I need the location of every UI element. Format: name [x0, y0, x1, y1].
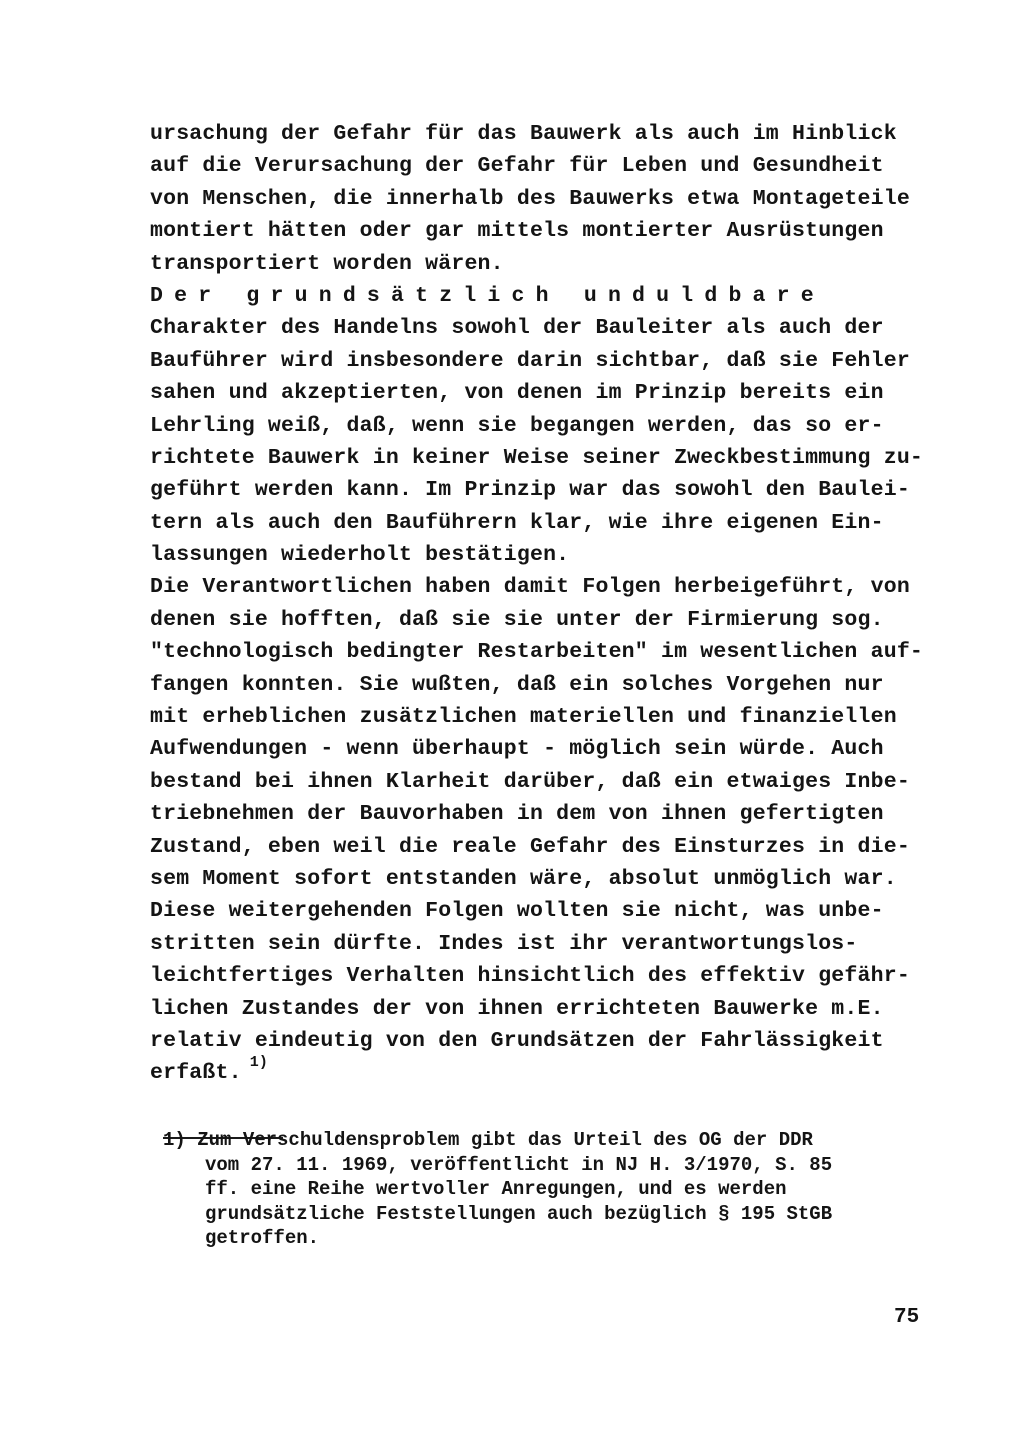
text-line: Lehrling weiß, daß, wenn sie begangen werden, das so er-	[150, 413, 884, 438]
text-line: sahen und akzeptierten, von denen im Prinzip bereits ein	[150, 381, 884, 406]
text-line: stritten sein dürfte. Indes ist ihr verantwortungslos-	[150, 931, 858, 956]
text-line: transportiert worden wären.	[150, 251, 504, 276]
footnote-line: getroffen.	[205, 1227, 320, 1249]
text-line: bestand bei ihnen Klarheit darüber, daß ein etwaiges Inbe-	[150, 769, 910, 794]
text-line: tern als auch den Bauführern klar, wie ihre eigenen Ein-	[150, 510, 884, 535]
footnote-text: Zum Verschuldensproblem gibt das Urteil des OG der DDR	[197, 1129, 813, 1151]
text-line: Diese weitergehenden Folgen wollten sie nicht, was unbe-	[150, 899, 884, 924]
text-line: leichtfertiges Verhalten hinsichtlich des effektiv gefähr-	[150, 964, 910, 989]
footnote-marker: 1)	[163, 1129, 186, 1151]
footnote-reference[interactable]: 1)	[249, 1054, 269, 1072]
footnote-first-line	[163, 1128, 943, 1153]
page-number: 75	[894, 1306, 920, 1329]
text-line: denen sie hofften, daß sie sie unter der Firmierung sog.	[150, 607, 884, 632]
text-line: Aufwendungen - wenn überhaupt - möglich sein würde. Auch	[150, 737, 884, 762]
text-line: mit erheblichen zusätzlichen materiellen und finanziellen	[150, 705, 897, 730]
text-line: relativ eindeutig von den Grundsätzen der Fahrlässigkeit	[150, 1028, 884, 1053]
footnote-line: grundsätzliche Feststellungen auch bezüglich § 195 StGB	[205, 1202, 833, 1225]
text-line-spaced: Der grundsätzlich unduldbare	[150, 283, 825, 308]
text-line: Die Verantwortlichen haben damit Folgen herbeigeführt, von	[150, 575, 910, 600]
main-text	[150, 118, 940, 1090]
text-line: Bauführer wird insbesondere darin sichtbar, daß sie Fehler	[150, 348, 910, 373]
text-line: fangen konnten. Sie wußten, daß ein solches Vorgehen nur	[150, 672, 884, 697]
text-line: geführt werden kann. Im Prinzip war das sowohl den Baulei-	[150, 478, 910, 503]
text-line: auf die Verursachung der Gefahr für Leben und Gesundheit	[150, 154, 884, 179]
text-line: von Menschen, die innerhalb des Bauwerks etwa Montageteile	[150, 186, 910, 211]
text-line: Zustand, eben weil die reale Gefahr des Einsturzes in die-	[150, 834, 910, 859]
last-line-text: erfaßt.	[150, 1061, 242, 1086]
footnote	[163, 1128, 943, 1251]
text-line: sem Moment sofort entstanden wäre, absolut unmöglich war.	[150, 866, 897, 891]
text-line: lichen Zustandes der von ihnen errichteten Bauwerke m.E.	[150, 996, 884, 1021]
text-line-last	[150, 1054, 940, 1089]
text-line: richtete Bauwerk in keiner Weise seiner Zweckbestimmung zu-	[150, 445, 924, 470]
text-line: lassungen wiederholt bestätigen.	[150, 543, 570, 568]
text-line: Charakter des Handelns sowohl der Bauleiter als auch der	[150, 316, 884, 341]
text-line: "technologisch bedingter Restarbeiten" im wesentlichen auf-	[150, 640, 924, 665]
text-line: montiert hätten oder gar mittels montierter Ausrüstungen	[150, 219, 884, 244]
footnote-line: ff. eine Reihe wertvoller Anregungen, und es werden	[205, 1178, 787, 1200]
text-line: ursachung der Gefahr für das Bauwerk als auch im Hinblick	[150, 122, 897, 146]
text-line: triebnehmen der Bauvorhaben in dem von ihnen gefertigten	[150, 802, 884, 827]
footnote-line: vom 27. 11. 1969, veröffentlicht in NJ H. 3/1970, S. 85	[205, 1153, 833, 1176]
